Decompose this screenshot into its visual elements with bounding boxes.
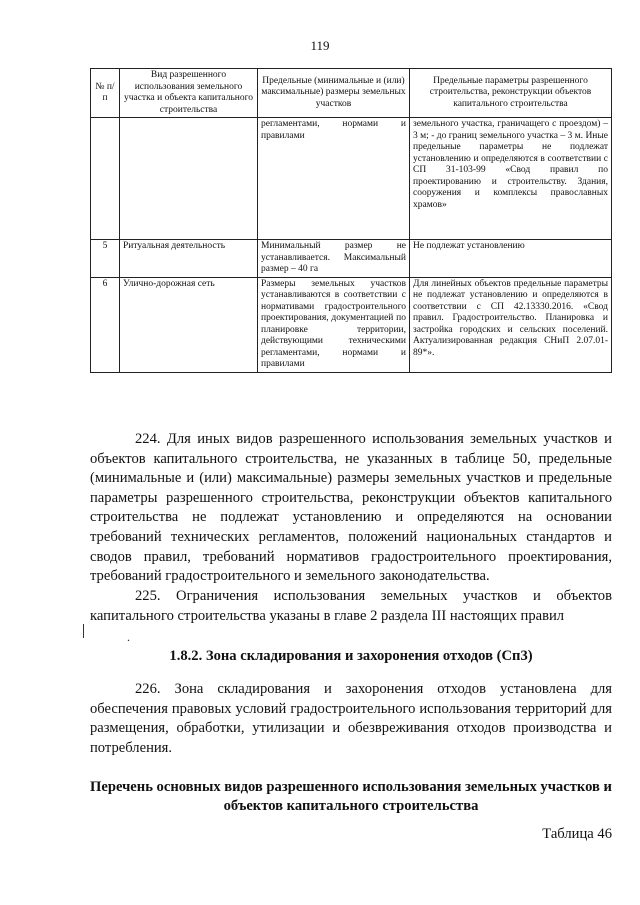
paragraph-226: 226. Зона складирования и захоронения отходов установлена для обеспечения правовых условий градостроительного использования территорий для размещения, обработки, утилизации и обезвреживания отходов производства и потребления. [90,681,612,756]
regulations-table [90,68,612,373]
list-heading: Перечень основных видов разрешенного использования земельных участков и объектов капитального строительства [90,779,612,814]
row-num: 5 [91,240,120,278]
paragraph-225: 225. Ограничения использования земельных участков и объектов капитального строительства указаны в главе 2 раздела III настоящих правил [90,588,612,624]
header-use-type: Вид разрешенного использования земельного участка и объекта капитального строительства [120,69,258,118]
section-heading: 1.8.2. Зона складирования и захоронения отходов (Сп3) [169,648,533,664]
row-num [91,118,120,240]
row-use-type [120,118,258,240]
row-build-params: земельного участка, граничащего с проездом) – 3 м; - до границ земельного участка – 3 м. Иные предельные параметры не подлежат установлению и определяются в соответствии с СП 31-103-99 «Свод правил по проектированию и строительству. Здания, сооружения и комплексы православных храмов» [410,118,612,240]
table-row [91,240,612,278]
table-caption: Таблица 46 [542,826,612,842]
table-row [91,277,612,372]
row-size-limits: регламентами, нормами и правилами [258,118,410,240]
page-number: 119 [310,38,330,53]
stray-dot: . [127,630,130,644]
text-cursor [83,624,84,638]
paragraph-224: 224. Для иных видов разрешенного использования земельных участков и объектов капитального строительства, не указанных в таблице 50, предельные (минимальные и (или) максимальные) размеры земельных участков и предельные параметры разрешенного строительства, реконструкции объектов капитального строительства не подлежат установлению и определяются на основании требований технических регламентов, положений национальных стандартов и сводов правил, требований нормативов градостроительного проектирования, требований градостроительного и земельного законодательства. [90,431,612,585]
header-size-limits: Предельные (минимальные и (или) максимальные) размеры земельных участков [258,69,410,118]
table-header-row [91,69,612,118]
row-size-limits: Размеры земельных участков устанавливаются в соответствии с нормативами градостроительного проектирования, документацией по планировке территории, действующими техническими регламентами, нормами и правилами [258,277,410,372]
row-use-type: Улично-дорожная сеть [120,277,258,372]
row-build-params: Не подлежат установлению [410,240,612,278]
table-row [91,118,612,240]
row-build-params: Для линейных объектов предельные параметры не подлежат установлению и определяются в соответствии с СП 42.13330.2016. «Свод правил. Градостроительство. Планировка и застройка городских и сельских поселений. Актуализированная редакция СНиП 2.07.01-89*». [410,277,612,372]
header-build-params: Предельные параметры разрешенного строительства, реконструкции объектов капитального строительства [410,69,612,118]
row-size-limits: Минимальный размер не устанавливается. Максимальный размер – 40 га [258,240,410,278]
header-num: № п/п [91,69,120,118]
row-num: 6 [91,277,120,372]
row-use-type: Ритуальная деятельность [120,240,258,278]
